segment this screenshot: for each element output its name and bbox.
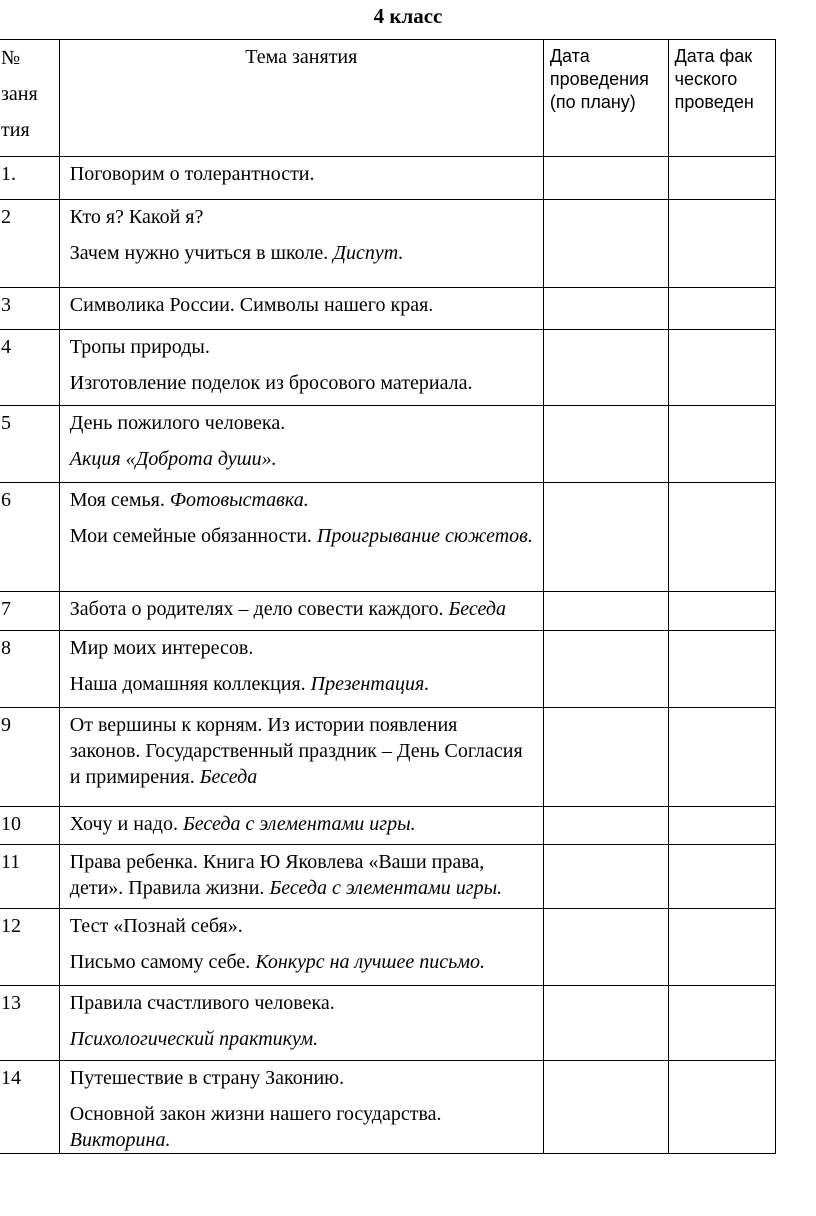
lesson-topic-cell [59,845,543,909]
date-actual-cell[interactable] [668,406,775,483]
lesson-number-cell [0,406,59,483]
lesson-number-cell [0,845,59,909]
date-actual-cell[interactable] [668,157,775,200]
topic-text: Путешествие в страну Законию. [69,1067,345,1089]
topic-text: От вершины к корням. Из истории появления законов. Государственный праздник – День Согласия и примирения. [69,714,523,788]
table-row [0,288,776,330]
date-planned-cell[interactable] [543,986,668,1061]
topic-paragraph [70,523,533,549]
topic-paragraph [70,240,533,266]
header-num-line: тия [1,119,30,141]
lesson-number-cell [0,592,59,631]
date-planned-cell[interactable] [543,592,668,631]
table-row [0,592,776,631]
topic-text: Поговорим о толерантности. [69,163,315,185]
activity-type-text: Фотовыставка. [169,489,309,511]
lesson-number: 2 [1,206,11,228]
date-planned-cell[interactable] [543,406,668,483]
activity-type-text: Беседа с элементами игры. [182,813,416,835]
activity-type-text: Конкурс на лучшее письмо. [255,951,485,973]
lesson-number-cell [0,631,59,708]
page-title: 4 класс [373,4,443,28]
topic-text: Забота о родителях – дело совести каждого. [69,598,449,620]
lesson-topic-cell [59,200,543,288]
table-row [0,631,776,708]
lesson-topic-cell [59,708,543,807]
activity-type-text: Презентация. [310,673,430,695]
lesson-number: 5 [1,412,11,434]
topic-paragraph [70,635,533,661]
topic-paragraph [70,410,533,436]
date-planned-cell[interactable] [543,288,668,330]
lesson-topic-cell [59,330,543,406]
lesson-plan-table [0,39,776,1154]
table-row [0,483,776,592]
table-row [0,909,776,986]
lesson-number: 13 [1,992,21,1014]
table-row [0,157,776,200]
table-row [0,1061,776,1154]
lesson-number-cell [0,200,59,288]
date-actual-cell[interactable] [668,845,775,909]
topic-paragraph [70,596,533,622]
lesson-number: 8 [1,637,11,659]
header-date-fact-line: Дата фак [674,46,753,66]
lesson-number-cell [0,483,59,592]
lesson-topic-cell [59,592,543,631]
date-planned-cell[interactable] [543,845,668,909]
date-actual-cell[interactable] [668,708,775,807]
activity-type-text: Беседа с элементами игры. [269,877,503,899]
topic-text: Изготовление поделок из бросового материала. [69,372,473,394]
lesson-number: 7 [1,598,11,620]
lesson-topic-cell [59,288,543,330]
lesson-number-cell [0,157,59,200]
date-actual-cell[interactable] [668,986,775,1061]
topic-text: Зачем нужно учиться в школе. [69,242,334,264]
date-planned-cell[interactable] [543,807,668,845]
lesson-topic-cell [59,406,543,483]
header-num-line: № [1,47,21,69]
topic-text: Хочу и надо. [69,813,183,835]
table-row [0,807,776,845]
lesson-number: 9 [1,714,11,736]
table-row [0,708,776,807]
date-actual-cell[interactable] [668,1061,775,1154]
date-planned-cell[interactable] [543,200,668,288]
date-planned-cell[interactable] [543,631,668,708]
topic-paragraph [70,292,533,318]
lesson-number-cell [0,708,59,807]
topic-text: Правила счастливого человека. [69,992,335,1014]
table-row [0,406,776,483]
topic-paragraph [70,1065,533,1091]
topic-paragraph [70,913,533,939]
topic-paragraph [70,990,533,1016]
lesson-number-cell [0,909,59,986]
date-actual-cell[interactable] [668,592,775,631]
topic-paragraph [70,204,533,230]
lesson-topic-cell [59,631,543,708]
topic-paragraph [70,487,533,513]
topic-paragraph [70,1026,533,1052]
topic-paragraph [70,811,533,837]
topic-paragraph [70,161,533,187]
topic-text: Символика России. Символы нашего края. [69,294,434,316]
lesson-topic-cell [59,807,543,845]
activity-type-text: Акция «Доброта души». [69,448,277,470]
lesson-number: 14 [1,1067,21,1089]
date-actual-cell[interactable] [668,631,775,708]
topic-text: Тест «Познай себя». [69,915,243,937]
topic-paragraph [70,712,533,790]
header-date-fact-line: ческого [674,69,738,89]
header-date-actual [668,40,775,157]
header-topic: Тема занятия [59,40,543,157]
topic-text: Наша домашняя коллекция. [69,673,311,695]
lesson-number: 11 [1,851,21,873]
lesson-number-cell [0,807,59,845]
activity-type-text: Психологический практикум. [69,1028,319,1050]
activity-type-text: Диспут. [333,242,404,264]
table-header-row [0,40,776,157]
date-planned-cell[interactable] [543,330,668,406]
topic-text: Права ребенка. Книга Ю Яковлева «Ваши права, дети». Правила жизни. [69,851,485,899]
topic-paragraph [70,446,533,472]
lesson-number-cell [0,330,59,406]
topic-text: Мои семейные обязанности. [69,525,317,547]
header-date-planned [543,40,668,157]
topic-text: Тропы природы. [69,336,210,358]
date-actual-cell[interactable] [668,288,775,330]
lesson-number-cell [0,986,59,1061]
header-lesson-number [0,40,59,157]
lesson-number-cell [0,288,59,330]
lesson-topic-cell [59,1061,543,1154]
date-actual-cell[interactable] [668,200,775,288]
lesson-number-cell [0,1061,59,1154]
topic-text: Мир моих интересов. [69,637,254,659]
table-row [0,845,776,909]
topic-paragraph [70,849,533,901]
date-planned-cell[interactable] [543,708,668,807]
date-actual-cell[interactable] [668,483,775,592]
header-num-line: заня [1,83,38,105]
date-planned-cell[interactable] [543,483,668,592]
date-actual-cell[interactable] [668,807,775,845]
date-planned-cell[interactable] [543,1061,668,1154]
lesson-topic-cell [59,483,543,592]
lesson-topic-cell [59,986,543,1061]
header-date-plan-line: проведения [549,69,649,89]
activity-type-text: Проигрывание сюжетов. [316,525,533,547]
lesson-number: 10 [1,813,21,835]
activity-type-text: Беседа [199,766,258,788]
date-planned-cell[interactable] [543,909,668,986]
topic-text: День пожилого человека. [69,412,286,434]
table-row [0,330,776,406]
header-date-plan-line: Дата [549,46,590,66]
topic-text: Моя семья. [69,489,170,511]
header-date-fact-line: проведен [674,92,754,112]
topic-text: Основной закон жизни нашего государства. [69,1103,442,1125]
lesson-number: 3 [1,294,11,316]
lesson-topic-cell [59,157,543,200]
topic-paragraph [70,370,533,396]
topic-paragraph [70,334,533,360]
lesson-number: 12 [1,915,21,937]
date-planned-cell[interactable] [543,157,668,200]
activity-type-text: Викторина. [69,1129,171,1151]
lesson-number: 6 [1,489,11,511]
date-actual-cell[interactable] [668,330,775,406]
header-date-plan-line: (по плану) [549,92,636,112]
lesson-number: 4 [1,336,11,358]
topic-text: Письмо самому себе. [69,951,256,973]
topic-paragraph [70,949,533,975]
date-actual-cell[interactable] [668,909,775,986]
topic-paragraph [70,1101,533,1153]
activity-type-text: Беседа [448,598,507,620]
topic-paragraph [70,671,533,697]
topic-text: Кто я? Какой я? [69,206,204,228]
table-row [0,986,776,1061]
lesson-number: 1. [1,163,16,185]
lesson-topic-cell [59,909,543,986]
table-row [0,200,776,288]
